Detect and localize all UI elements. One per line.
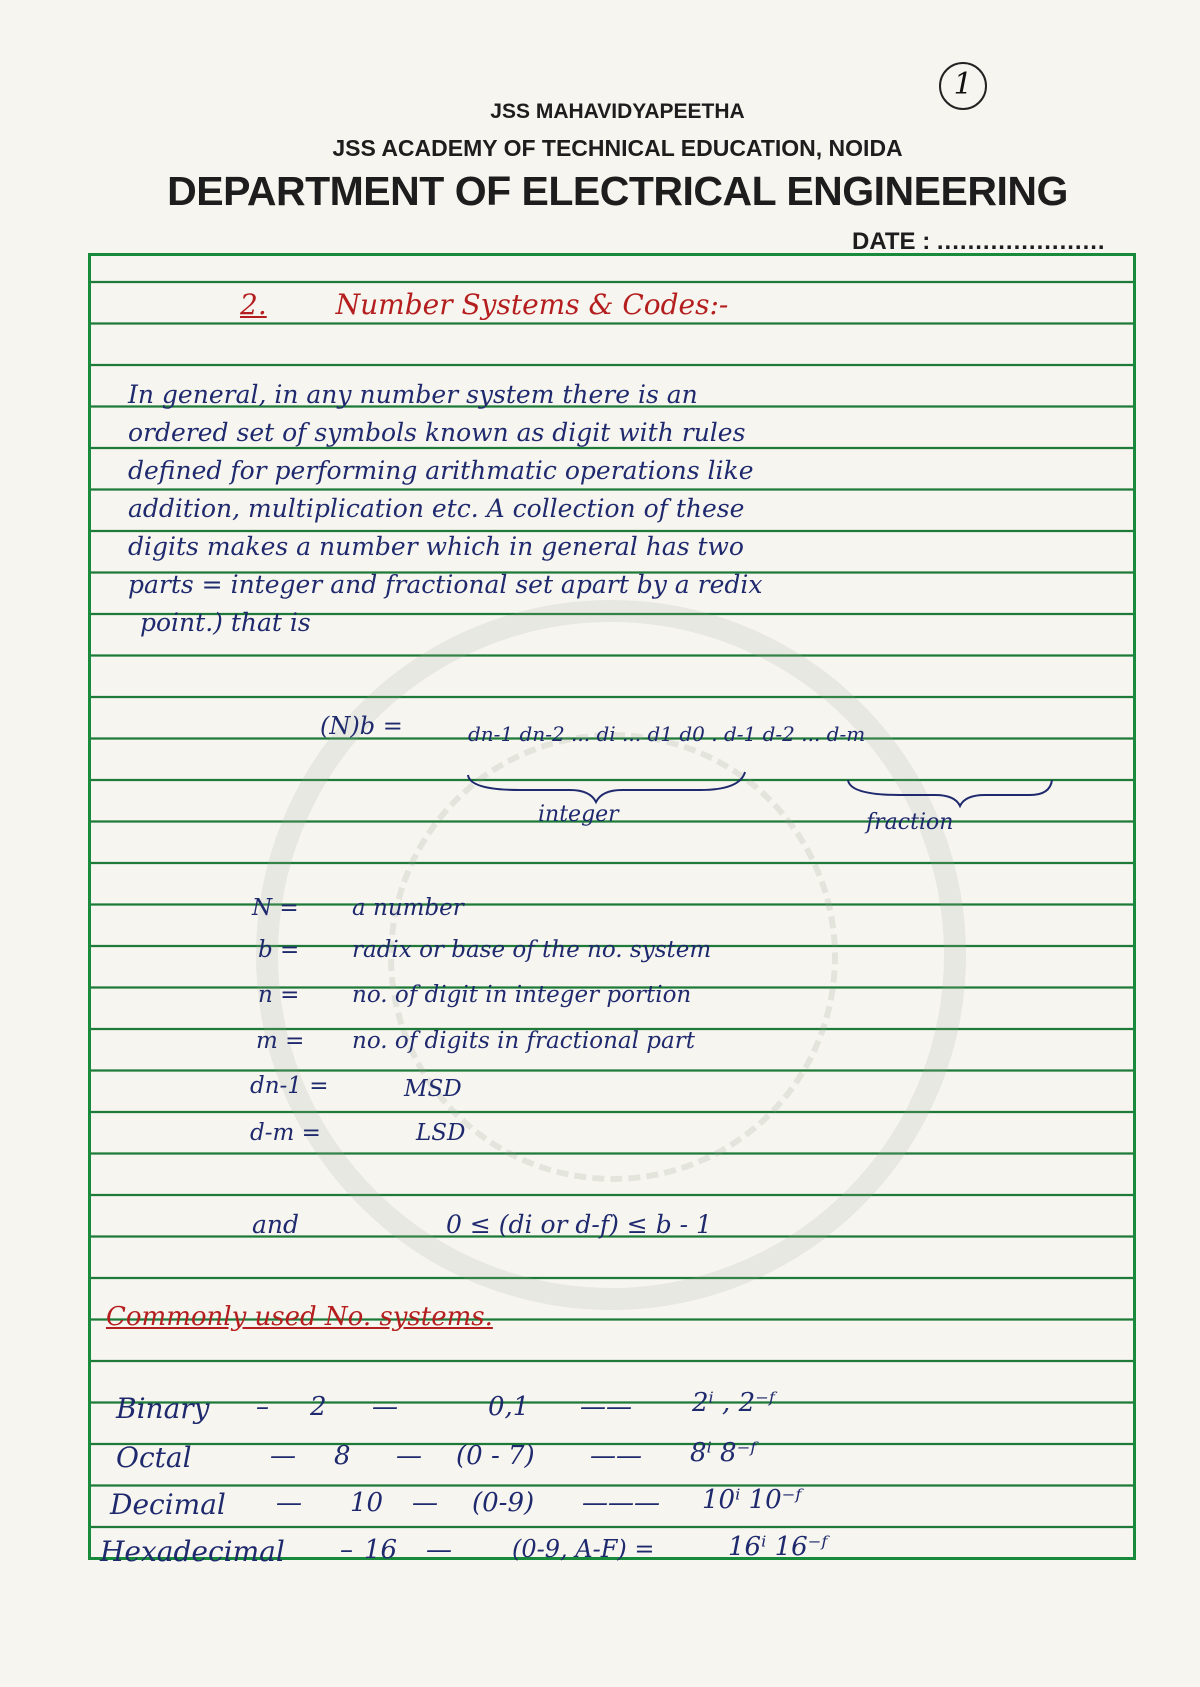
definition-text: a number bbox=[352, 895, 464, 921]
system-digits: (0 - 7) bbox=[456, 1441, 535, 1471]
formula-rhs: dn-1 dn-2 ... di ... d1 d0 . d-1 d-2 ... d-m bbox=[468, 722, 866, 746]
system-weights: 16ⁱ 16⁻ᶠ bbox=[728, 1532, 828, 1562]
system-digits: (0-9) bbox=[472, 1488, 535, 1518]
header-academy: JSS ACADEMY OF TECHNICAL EDUCATION, NOIDA bbox=[332, 135, 903, 161]
definition-symbol: n = bbox=[258, 982, 300, 1008]
formula-lhs: (N)b = bbox=[320, 712, 403, 740]
section-number: 2. bbox=[240, 288, 267, 321]
system-name: Decimal bbox=[110, 1488, 226, 1521]
definition-symbol: N = bbox=[252, 895, 299, 921]
definition-text: LSD bbox=[416, 1120, 466, 1146]
header-institution: JSS MAHAVIDYAPEETHA bbox=[490, 100, 745, 123]
system-weights: 8ⁱ 8⁻ᶠ bbox=[690, 1438, 757, 1468]
page-number: 1 bbox=[939, 62, 987, 110]
definition-text: no. of digits in fractional part bbox=[352, 1028, 695, 1054]
definition-symbol: dn-1 = bbox=[250, 1073, 329, 1099]
definition-text: MSD bbox=[404, 1076, 462, 1102]
definition-symbol: d-m = bbox=[250, 1120, 321, 1146]
fraction-label: fraction bbox=[866, 810, 954, 835]
system-digits: (0-9, A-F) = bbox=[512, 1535, 655, 1563]
paragraph-line: addition, multiplication etc. A collection of these bbox=[128, 494, 745, 523]
definition-symbol: m = bbox=[256, 1028, 305, 1054]
definition-symbol: b = bbox=[258, 937, 300, 963]
system-name: Hexadecimal bbox=[100, 1535, 285, 1568]
condition-word: and bbox=[252, 1210, 300, 1239]
header-department: DEPARTMENT OF ELECTRICAL ENGINEERING bbox=[167, 168, 1068, 214]
date-blank: ...................... bbox=[936, 228, 1106, 255]
system-weights: 10ⁱ 10⁻ᶠ bbox=[702, 1485, 802, 1515]
system-digits: 0,1 bbox=[488, 1392, 530, 1422]
system-name: Octal bbox=[116, 1441, 192, 1474]
system-base: 16 bbox=[364, 1535, 398, 1565]
paragraph-line: digits makes a number which in general has two bbox=[128, 532, 744, 561]
systems-heading: Commonly used No. systems. bbox=[106, 1302, 493, 1332]
definition-text: no. of digit in integer portion bbox=[352, 982, 692, 1008]
paragraph-line: defined for performing arithmatic operations like bbox=[128, 456, 754, 485]
system-weights: 2ⁱ , 2⁻ᶠ bbox=[692, 1388, 775, 1418]
paragraph-line: parts = integer and fractional set apart by a redix bbox=[128, 570, 763, 599]
system-name: Binary bbox=[116, 1392, 210, 1425]
system-base: 2 bbox=[310, 1392, 327, 1422]
paragraph-line: point.) that is bbox=[140, 608, 311, 637]
integer-label: integer bbox=[538, 802, 619, 827]
system-base: 8 bbox=[334, 1441, 351, 1471]
definition-text: radix or base of the no. system bbox=[352, 937, 712, 963]
date-label: DATE : bbox=[852, 228, 931, 255]
paragraph-line: In general, in any number system there is an bbox=[128, 380, 698, 409]
paragraph-line: ordered set of symbols known as digit with rules bbox=[128, 418, 746, 447]
notebook-page: 1 JSS MAHAVIDYAPEETHA JSS ACADEMY OF TECHNICAL EDUCATION, NOIDA DEPARTMENT OF ELECTRICAL ENGINEERING DATE : ...................... 2. Number Systems & Codes:- In general, in any number system there is an ordered set of symbols known as digit with rules defined for performing arithmatic operations like addition, multiplication etc. A collection of these digits makes a number which in general has two parts = integer and fractional set apart by a redix point.) that is (N)b = dn-1 dn-2 ... di ... d1 d0 . d-1 d-2 ... d-m integer fraction N = a number b = radix or base of the no. system n = no. of digit in integer portion m = no. of digits in fractional part dn-1 = MSD d-m = LSD and 0 ≤ (di or d-f) ≤ b - 1 Commonly used No. systems. Binary – 2 — 0,1 —— 2ⁱ , 2⁻ᶠ Octal — 8 — (0 - 7) —— 8ⁱ 8⁻ᶠ Decimal — 10 — (0-9) ——— 10ⁱ 10⁻ᶠ Hexadecimal – 16 — (0-9, A-F) = 16ⁱ 16⁻ᶠ bbox=[0, 0, 1200, 1687]
section-title-text: Number Systems & Codes:- bbox=[335, 288, 729, 321]
system-base: 10 bbox=[350, 1488, 384, 1518]
condition-expression: 0 ≤ (di or d-f) ≤ b - 1 bbox=[446, 1210, 712, 1239]
